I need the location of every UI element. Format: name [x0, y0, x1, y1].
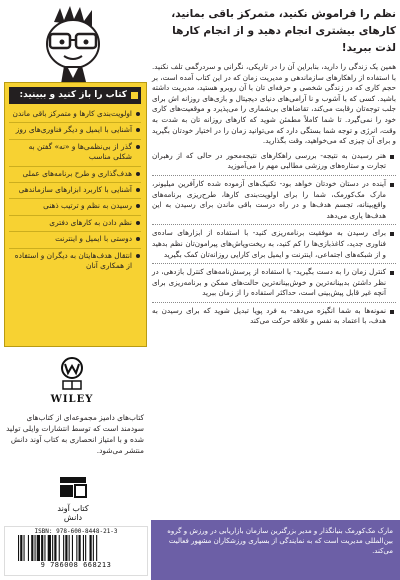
tips-list-item: هدف‌گذاری و طرح برنامه‌های عملی	[9, 167, 141, 183]
book-publisher-icon	[58, 475, 88, 499]
right-column	[152, 6, 396, 333]
barcode-bar	[24, 535, 25, 561]
bullet-dot-icon	[136, 237, 140, 241]
bullet-dot-icon	[136, 221, 140, 225]
barcode-bar	[59, 535, 60, 561]
barcode-bar	[44, 535, 45, 561]
tips-box	[4, 82, 147, 347]
bullet-square-icon	[390, 232, 394, 236]
barcode-bar	[41, 535, 43, 561]
isbn-label: ISBN: 978-600-8448-21-3	[34, 528, 118, 535]
barcode-bar	[72, 535, 73, 561]
tips-list-item: گذر از بی‌نظمی‌ها و «نه» گفتن به شکلی مناسب	[9, 140, 141, 167]
wiley-wordmark: WILEY	[50, 394, 94, 405]
left-column	[0, 0, 148, 580]
square-bullet-icon	[131, 92, 138, 99]
tips-list	[9, 107, 141, 274]
publisher-name: کتاب آوند دانش	[57, 504, 89, 522]
barcode-bar	[83, 535, 84, 561]
barcode-bar	[85, 535, 86, 561]
bullet-dot-icon	[136, 128, 140, 132]
headline: نظم را فراموش نکنید، متمرکز باقی بمانید، کارهای بیشتری انجام دهید و از انجام کارها لذت ببرید!	[171, 8, 396, 54]
barcode-bar	[37, 535, 40, 561]
tips-list-item: آشنایی با ایمیل و دیگر فناوری‌های روز	[9, 123, 141, 139]
tips-list-item: انتقال هدف‌هایتان به دیگران و استفاده از همکاری آنان	[9, 249, 141, 275]
wiley-logo	[48, 356, 96, 406]
barcode-bar	[76, 535, 77, 561]
barcode-bar	[96, 535, 97, 561]
tips-list-item: نظم دادن به کارهای دفتری	[9, 216, 141, 232]
tips-list-item: آشنایی با کاربرد ابزارهای سازماندهی	[9, 183, 141, 199]
bullet-dot-icon	[136, 145, 140, 149]
bullet-paragraph: هنر رسیدن به نتیجه- بررسی راهکارهای نتیجه‌محور در حالی که از رهبران تجارت و ستاره‌های ورزشی مطالبی مهم را می‌آموزید	[152, 151, 396, 176]
barcode-bar	[18, 535, 19, 561]
bullet-paragraph: کنترل زمان را به دست بگیرید- با استفاده از پرسش‌نامه‌های کنترل بازدهی، در نظر داشتن بدبینانه‌ترین و خوش‌بینانه‌ترین حالت‌های ممکن و برنامه‌ریزی برای آنچه غیر قابل پیش‌بینی است، حداکثر استفاده را از زمان ببرید	[152, 267, 396, 303]
tips-list-item: اولویت‌بندی کارها و متمرکز باقی ماندن	[9, 107, 141, 123]
bullet-paragraph: آینده در دستان خودتان خواهد بود- تکنیک‌های آزموده شده کارآفرین میلیونر، مارک مک‌کورمک، شما را برای اولویت‌بندی کارها، طرح‌ریزی برنامه‌های واقع‌بینانه، تجسم هدف‌ها و در راه درست باقی ماندن برای رسیدن به این هدف‌ها یاری می‌دهد	[152, 179, 396, 225]
barcode-bar	[35, 535, 36, 561]
bullet-square-icon	[390, 310, 394, 314]
bullet-dot-icon	[136, 112, 140, 116]
barcode-bar	[28, 535, 29, 561]
bullet-square-icon	[390, 155, 394, 159]
dummies-mascot-icon	[10, 4, 138, 90]
barcode-bar	[69, 535, 70, 561]
bullet-dot-icon	[136, 204, 140, 208]
barcode-bar	[65, 535, 67, 561]
tips-list-item: دوستی با ایمیل و اینترنت	[9, 232, 141, 248]
tips-title-text: کتاب را باز کنید و ببینید:	[19, 90, 127, 100]
barcode-bar	[93, 535, 94, 561]
bullet-dot-icon	[136, 172, 140, 176]
barcode-bar	[20, 535, 22, 561]
barcode-bar	[48, 535, 51, 561]
barcode-bar	[90, 535, 92, 561]
barcode-digits: 9 786008 668213	[40, 561, 112, 569]
tips-list-item: رسیدن به نظم و ترتیب ذهنی	[9, 199, 141, 215]
bullet-dot-icon	[136, 188, 140, 192]
bullet-paragraph: نمونه‌ها به شما انگیزه می‌دهد- به فرد پویا تبدیل شوید که برای رسیدن به هدف، با اعتماد به نفس و علاقه حرکت می‌کند	[152, 306, 396, 330]
bullet-square-icon	[390, 271, 394, 275]
series-description: کتاب‌های دامیز مجموعه‌ای از کتاب‌های سودمند است که توسط انتشارات وایلی تولید شده و با امتیاز انحصاری به کتاب آوند دانش منتشر می‌شود.	[6, 413, 144, 455]
barcode-bar	[54, 535, 56, 561]
author-bio: مارک مک‌کورمک بنیانگذار و مدیر بزرگترین سازمان بازاریابی در ورزش و گروه بین‌المللی مدیریت است که به نمایندگی از بسیاری ورزشکاران مشهور فعالیت می‌کند.	[151, 520, 400, 580]
bullet-paragraph: برای رسیدن به موفقیت برنامه‌ریزی کنید- با استفاده از ابزارهای ساده‌ی فناوری جدید، کاغذبازی‌ها را کم کنید، به ریخت‌و‌پاش‌های پیرامون‌تان نظم بدهید و از شبکه‌های اجتماعی، اینترنت و ایمیل برای کارایی روزانه‌تان کمک بگیرید	[152, 228, 396, 264]
barcode-bars	[16, 535, 136, 561]
barcode	[4, 526, 148, 576]
barcode-bar	[63, 535, 64, 561]
bullet-dot-icon	[136, 254, 140, 258]
bullet-square-icon	[390, 183, 394, 187]
wiley-emblem-icon	[57, 356, 87, 390]
tips-title	[9, 87, 141, 104]
barcode-bar	[52, 535, 53, 561]
intro-paragraph: همین یک زندگی را دارید، بنابراین آن را در تاریکی، نگرانی و سردرگمی تلف نکنید. با استفاده از راهکارهای سازماندهی و مدیریت زمان که در این کتاب آمده است، بر حجم کاری که در زندگی شخصی و حرفه‌ای تان با آن روبرو هستید، مدیریت داشته باشید. کسی که با آشوب و نا آرامی‌های دنیای دیجیتال و بازی‌های روزانه اش برای جلب توجه‌تان رقابت می‌کند، تقاضاهای بی‌شماری را می‌پذیرد و موقعیت‌های کاری خود را نمی‌گیرد. تا شما کاملاً مطمئن شوید که کارهای روزانه تان به شدت به وقت، انرژی و توجه شما بستگی دارد که می‌توانید زمان را در اختیار خودتان بگیرید و برای آن چیزی که می‌خواهید، وقت بگذارید.	[151, 62, 396, 146]
barcode-bar	[79, 535, 81, 561]
publisher-logo	[48, 475, 98, 522]
barcode-bar	[31, 535, 33, 561]
